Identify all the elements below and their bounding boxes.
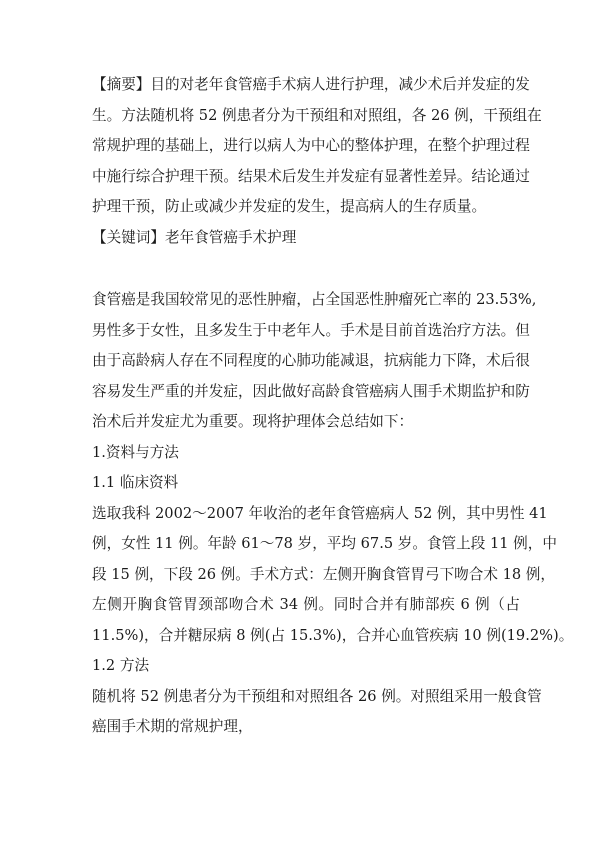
intro-line: 治术后并发症尤为重要。现将护理体会总结如下：: [92, 413, 414, 430]
keywords-line: [92, 223, 520, 254]
method-line: 随机将 52 例患者分为干预组和对照组各 26 例。对照组采用一般食管: [92, 687, 542, 705]
section-1-heading-block: [92, 438, 520, 469]
intro-line: 由于高龄病人存在不同程度的心肺功能减退，抗病能力下降，术后很: [92, 352, 530, 369]
keywords-label: 【关键词】: [92, 228, 165, 246]
clinical-data-line: 例，女性 11 例。年龄 61～78 岁，平均 67.5 岁。食管上段 11 例，中: [92, 535, 557, 552]
section-1-2-heading: 1.2 方法: [92, 657, 150, 674]
intro-line: 食管癌是我国较常见的恶性肿瘤，占全国恶性肿瘤死亡率的 23.53%,: [92, 291, 537, 308]
clinical-data-line: 段 15 例，下段 26 例。手术方式：左侧开胸食管胃弓下吻合术 18 例，: [92, 565, 555, 583]
clinical-data-line: 左侧开胸食管胃颈部吻合术 34 例。同时合并有肺部疾 6 例（占: [92, 596, 520, 613]
clinical-data-line: 选取我科 2002～2007 年收治的老年食管癌病人 52 例，其中男性 41: [92, 504, 548, 522]
abstract-line: 生。方法随机将 52 例患者分为干预组和对照组，各 26 例，干预组在: [92, 106, 542, 124]
section-1-2-block: [92, 651, 542, 743]
abstract-paragraph: [92, 70, 542, 223]
section-1-1-heading: 1.1 临床资料: [92, 474, 179, 491]
method-line: 癌围手术期的常规护理，: [92, 718, 253, 735]
abstract-line: 护理干预，防止或减少并发症的发生，提高病人的生存质量。: [92, 198, 487, 215]
abstract-line: 常规护理的基础上，进行以病人为中心的整体护理，在整个护理过程: [92, 137, 530, 154]
clinical-data-line: 11.5%)，合并糖尿病 8 例(占 15.3%)，合并心血管疾病 10 例(19.2%)。: [92, 626, 574, 644]
intro-paragraph: [92, 285, 537, 438]
intro-line: 男性多于女性，且多发生于中老年人。手术是目前首选治疗方法。但: [92, 321, 530, 339]
abstract-label: 【摘要】: [92, 76, 151, 93]
abstract-line: 【摘要】目的对老年食管癌手术病人进行护理，减少术后并发症的发: [92, 76, 530, 93]
section-1-1-block: [92, 468, 574, 651]
keywords-paragraph: [92, 223, 520, 254]
section-1-heading: 1.资料与方法: [92, 443, 179, 461]
keywords-text: 老年食管癌手术护理: [164, 228, 297, 246]
abstract-line: 中施行综合护理干预。结果术后发生并发症有显著性差异。结论通过: [92, 167, 530, 185]
document-page: [92, 70, 574, 743]
intro-line: 容易发生严重的并发症，因此做好高龄食管癌病人围手术期监护和防: [92, 382, 530, 400]
